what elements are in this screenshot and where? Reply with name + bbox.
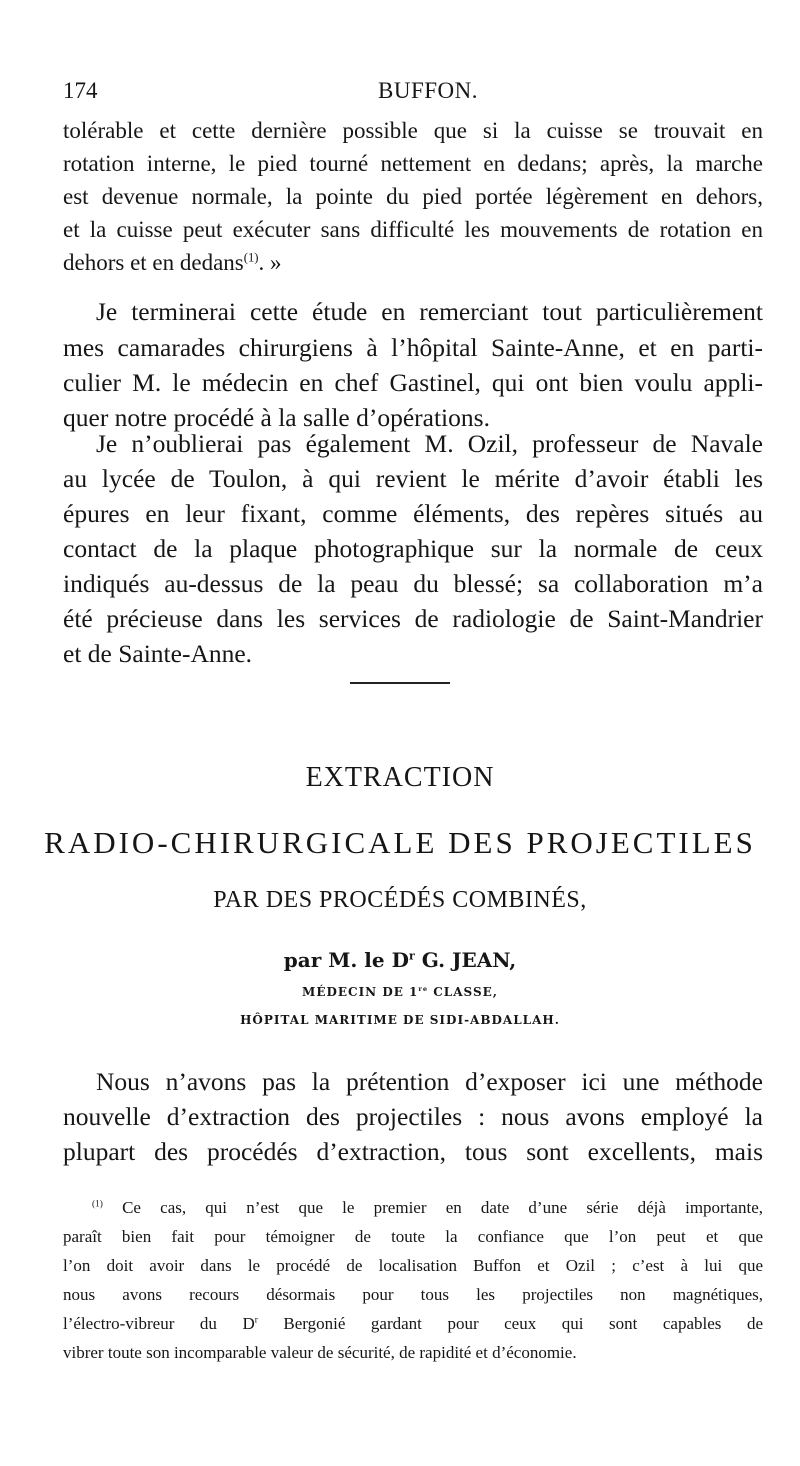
running-title: BUFFON. <box>378 78 479 103</box>
text-line: culier M. le médecin en chef Gastinel, qui ont bien voulu appli- <box>63 368 763 397</box>
text-line: contact de la plaque photographique sur la normale de ceux <box>63 534 763 563</box>
footnote-line <box>63 1314 763 1334</box>
text-line: est devenue normale, la pointe du pied portée légèrement en dehors, <box>63 184 763 209</box>
text-line: indiqués au-dessus de la peau du blessé; sa collaboration m’a <box>63 569 763 598</box>
section-divider <box>350 682 450 684</box>
author-hospital: HÔPITAL MARITIME DE SIDI-ABDALLAH. <box>240 1013 560 1027</box>
text-line: et de Sainte-Anne. <box>63 639 253 668</box>
page-number: 174 <box>63 78 98 103</box>
text-line: épures en leur fixant, comme éléments, des repères situés au <box>63 499 763 528</box>
footnote-reference: (1) <box>243 250 259 265</box>
text-line-end: . » <box>258 250 282 275</box>
footnote-line: vibrer toute son incomparable valeur de sécurité, de rapidité et d’économie. <box>63 1343 577 1362</box>
footnote-marker: (1) <box>92 1199 103 1210</box>
article-title-line-2: RADIO-CHIRURGICALE DES PROJECTILES <box>44 825 756 860</box>
footnote-line: paraît bien fait pour témoigner de toute la confiance que l’on peut et que <box>63 1227 763 1246</box>
rank-suffix: CLASSE, <box>428 985 498 999</box>
text-line: Je n’oublierai pas également M. Ozil, professeur de Navale <box>96 429 763 458</box>
footnote-first-text: Ce cas, qui n’est que le premier en date d’une série déjà importante, <box>122 1198 763 1217</box>
text-line-body: dehors et en dedans <box>63 250 244 275</box>
footnote-line5-suffix: Bergonié gardant pour ceux qui sont capables de <box>257 1314 763 1333</box>
rank-superscript: re <box>418 985 429 993</box>
author-byline <box>0 948 800 972</box>
text-line: rotation interne, le pied tourné nettement en dedans; après, la marche <box>63 151 763 176</box>
text-line: tolérable et cette dernière possible que si la cuisse se trouvait en <box>63 118 763 143</box>
text-line <box>63 250 763 276</box>
author-rank <box>0 985 800 999</box>
text-line: mes camarades chirurgiens à l’hôpital Sainte-Anne, et en parti- <box>63 333 763 362</box>
rank-prefix: MÉDECIN DE 1 <box>302 985 419 999</box>
text-line: plupart des procédés d’extraction, tous sont excellents, mais <box>63 1137 763 1166</box>
text-line: Je terminerai cette étude en remerciant tout particulièrement <box>96 297 763 326</box>
article-title-line-3: PAR DES PROCÉDÉS COMBINÉS, <box>213 887 587 913</box>
text-line: et la cuisse peut exécuter sans difficulté les mouvements de rotation en <box>63 217 763 242</box>
text-line: Nous n’avons pas la prétention d’exposer ici une méthode <box>96 1067 763 1096</box>
footnote-line <box>92 1198 763 1218</box>
author-prefix: par M. le D <box>283 948 409 972</box>
footnote-superscript: r <box>254 1315 258 1326</box>
author-title-superscript: r <box>408 949 415 963</box>
article-title-line-1: EXTRACTION <box>305 762 495 793</box>
footnote-line: l’on doit avoir dans le procédé de localisation Buffon et Ozil ; c’est à lui que <box>63 1256 763 1275</box>
footnote-line: nous avons recours désormais pour tous les projectiles non magnétiques, <box>63 1285 763 1304</box>
text-line: été précieuse dans les services de radiologie de Saint-Mandrier <box>63 604 763 633</box>
text-line: quer notre procédé à la salle d’opérations. <box>63 403 490 432</box>
footnote-line5-prefix: l’électro-vibreur du D <box>63 1314 255 1333</box>
text-line: nouvelle d’extraction des projectiles : nous avons employé la <box>63 1102 763 1131</box>
text-line: au lycée de Toulon, à qui revient le mérite d’avoir établi les <box>63 464 763 493</box>
author-name: G. JEAN, <box>414 948 517 972</box>
